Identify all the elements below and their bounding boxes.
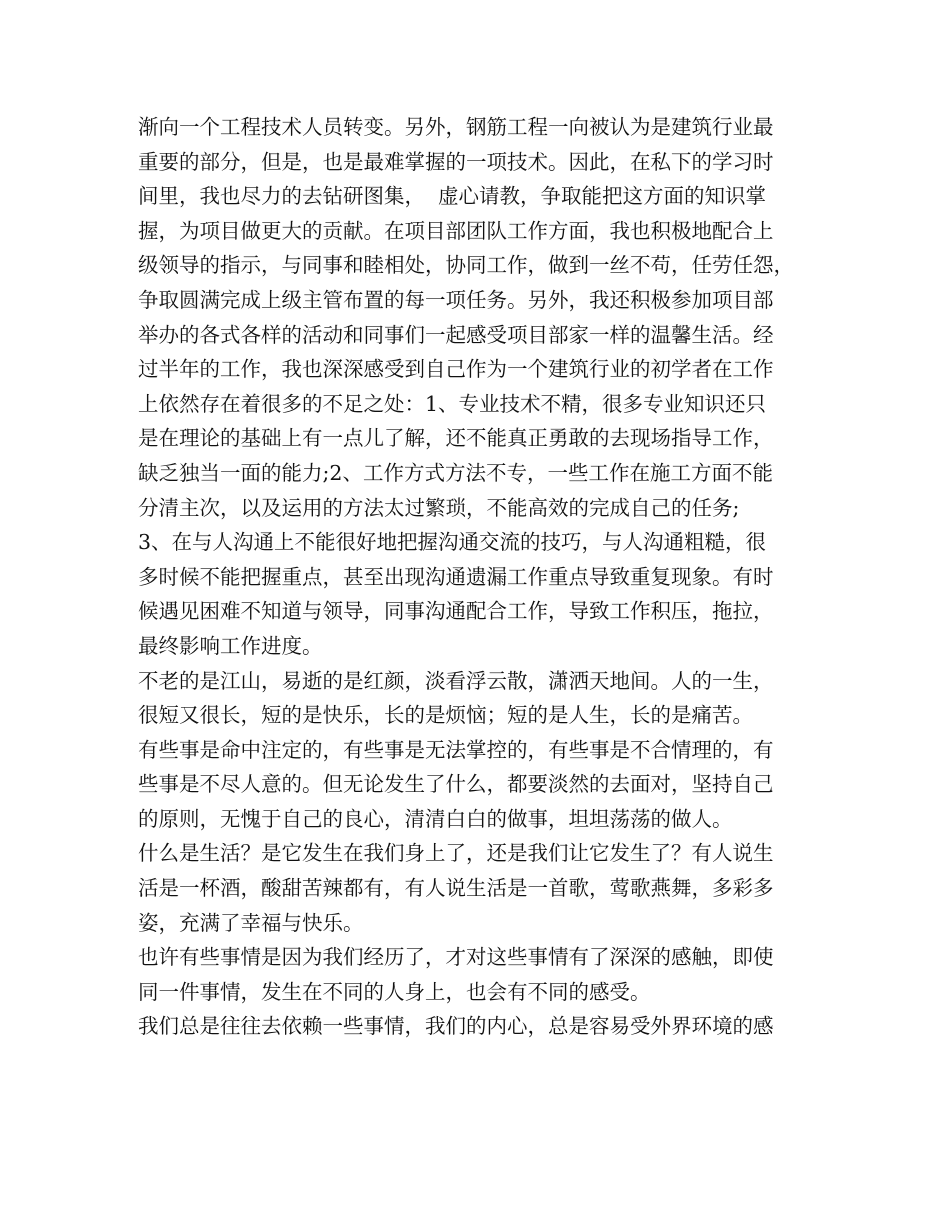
text-line-7: 举办的各式各样的活动和同事们一起感受项目部家一样的温馨生活。经 [138,322,774,347]
text-line-9: 上依然存在着很多的不足之处：1、专业技术不精，很多专业知识还只 [138,391,767,416]
text-line-13: 3、在与人沟通上不能很好地把握沟通交流的技巧，与人沟通粗糙，很 [138,530,767,555]
text-line-26: 同一件事情，发生在不同的人身上，也会有不同的感受。 [138,979,651,1004]
text-line-21: 的原则，无愧于自己的良心，清清白白的做事，坦坦荡荡的做人。 [138,806,733,831]
text-line-8: 过半年的工作，我也深深感受到自己作为一个建筑行业的初学者在工作 [138,357,774,382]
text-line-6: 争取圆满完成上级主管布置的每一项任务。另外，我还积极参加项目部 [138,287,774,312]
text-line-25: 也许有些事情是因为我们经历了，才对这些事情有了深深的感触，即使 [138,945,774,970]
text-line-18: 很短又很长，短的是快乐，长的是烦恼；短的是人生，长的是痛苦。 [138,703,753,728]
text-line-19: 有些事是命中注定的，有些事是无法掌控的，有些事是不合情理的，有 [138,737,774,762]
text-line-14: 多时候不能把握重点，甚至出现沟通遗漏工作重点导致重复现象。有时 [138,564,774,589]
text-line-2: 重要的部分，但是，也是最难掌握的一项技术。因此，在私下的学习时 [138,149,774,174]
text-line-22: 什么是生活？是它发生在我们身上了，还是我们让它发生了？有人说生 [138,841,774,866]
text-line-17: 不老的是江山，易逝的是红颜，淡看浮云散，潇洒天地间。人的一生， [138,668,774,693]
text-line-24: 姿，充满了幸福与快乐。 [138,910,364,935]
text-line-20: 些事是不尽人意的。但无论发生了什么，都要淡然的去面对，坚持自己 [138,772,774,797]
body-text [138,110,818,1044]
text-line-4: 握，为项目做更大的贡献。在项目部团队工作方面，我也积极地配合上 [138,218,774,243]
text-line-3: 间里，我也尽力的去钻研图集， 虚心请教，争取能把这方面的知识掌 [138,184,767,209]
text-line-15: 候遇见困难不知道与领导，同事沟通配合工作，导致工作积压，拖拉， [138,599,774,624]
text-line-5: 级领导的指示，与同事和睦相处，协同工作，做到一丝不苟，任劳任怨， [138,253,794,278]
text-line-11: 缺乏独当一面的能力;2、工作方式方法不专，一些工作在施工方面不能 [138,460,773,485]
text-line-23: 活是一杯酒，酸甜苦辣都有，有人说生活是一首歌，莺歌燕舞，多彩多 [138,876,774,901]
text-line-1: 渐向一个工程技术人员转变。另外，钢筋工程一向被认为是建筑行业最 [138,115,774,139]
text-line-27: 我们总是往往去依赖一些事情，我们的内心，总是容易受外界环境的感 [138,1014,774,1039]
text-line-12: 分清主次，以及运用的方法太过繁琐，不能高效的完成自己的任务; [138,495,740,520]
text-line-10: 是在理论的基础上有一点儿了解，还不能真正勇敢的去现场指导工作， [138,426,774,451]
text-line-16: 最终影响工作进度。 [138,633,323,658]
